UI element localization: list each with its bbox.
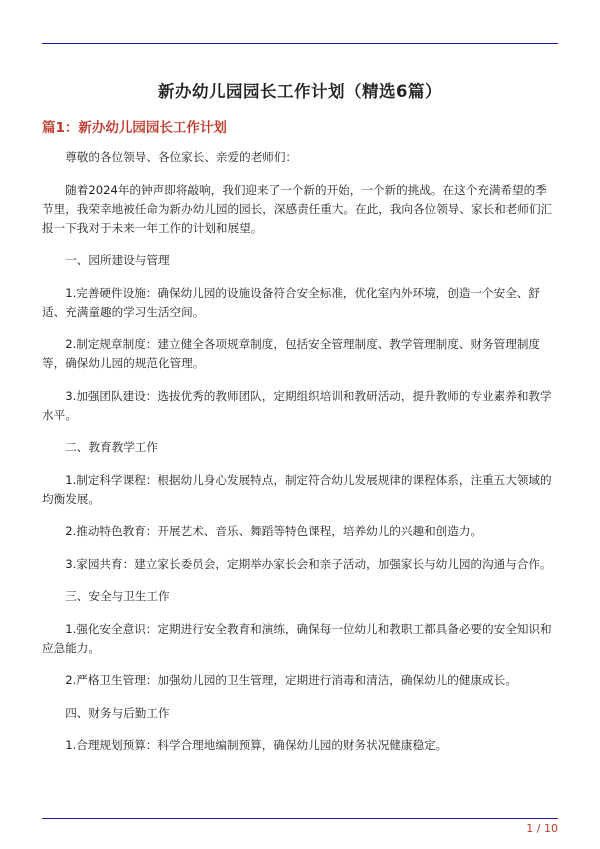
paragraph-facilities: 1.完善硬件设施：确保幼儿园的设施设备符合安全标准，优化室内外环境，创造一个安全、舒适、充满童趣的学习生活空间。	[42, 285, 541, 319]
paragraph-hygiene: 2.严格卫生管理：加强幼儿园的卫生管理，定期进行消毒和清洁，确保幼儿的健康成长。	[65, 673, 517, 687]
paragraph-home-school: 3.家园共育：建立家长委员会，定期举办家长会和亲子活动，加强家长与幼儿园的沟通与合作。	[65, 556, 552, 571]
paragraph-team: 3.加强团队建设：选拔优秀的教师团队，定期组织培训和教研活动，提升教师的专业素养和教学水平。	[42, 388, 552, 422]
subheading-teaching: 二、教育教学工作	[65, 440, 158, 454]
subheading-finance: 四、财务与后勤工作	[65, 705, 170, 720]
paragraph-special-education: 2.推动特色教育：开展艺术、音乐、舞蹈等特色课程，培养幼儿的兴趣和创造力。	[65, 524, 483, 538]
footer-rule	[42, 818, 558, 819]
paragraph-regulations: 2.制定规章制度：建立健全各项规章制度，包括安全管理制度、教学管理制度、财务管理制度等，确保幼儿园的规范化管理。	[42, 337, 541, 370]
paragraph-budget: 1.合理规划预算：科学合理地编制预算，确保幼儿园的财务状况健康稳定。	[65, 738, 448, 752]
section-heading: 篇1：新办幼儿园园长工作计划	[42, 120, 227, 136]
paragraph-safety-awareness: 1.强化安全意识：定期进行安全教育和演练，确保每一位幼儿和教职工都具备必要的安全知识和应急能力。	[42, 621, 552, 655]
subheading-management: 一、园所建设与管理	[65, 253, 170, 267]
paragraph-curriculum: 1.制定科学课程：根据幼儿身心发展特点，制定符合幼儿发展规律的课程体系，注重五大领域的均衡发展。	[42, 472, 552, 506]
document-title: 新办幼儿园园长工作计划（精选6篇）	[158, 82, 442, 101]
salutation: 尊敬的各位领导、各位家长、亲爱的老师们：	[65, 150, 298, 164]
subheading-safety: 三、安全与卫生工作	[65, 589, 170, 603]
intro-paragraph: 随着2024年的钟声即将敲响，我们迎来了一个新的开始，一个新的挑战。在这个充满希望的季节里，我荣幸地被任命为新办幼儿园的园长，深感责任重大。在此，我向各位领导、家长和老师们汇报一下我对于未来一年工作的计划和展望。	[42, 182, 553, 235]
page-number: 1 / 10	[526, 822, 558, 835]
header-rule	[42, 43, 558, 44]
document-body	[42, 148, 558, 769]
